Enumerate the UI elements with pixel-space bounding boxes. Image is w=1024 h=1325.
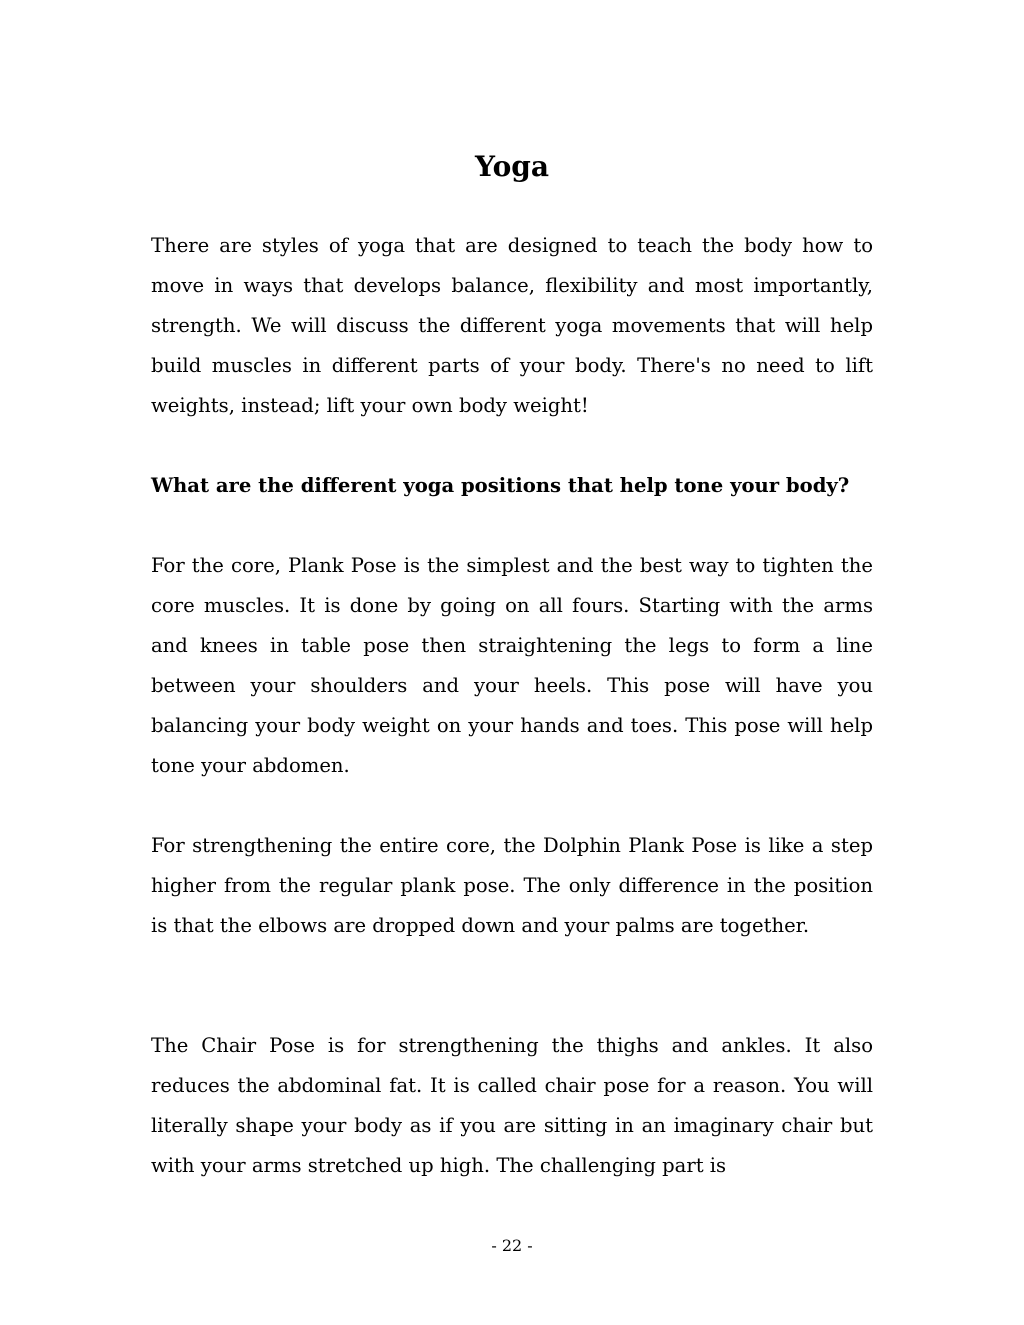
page-title: Yoga — [475, 150, 549, 183]
section-heading: What are the different yoga positions that help tone your body? — [151, 474, 850, 497]
intro-paragraph: There are styles of yoga that are designed to teach the body how to move in ways that develops balance, flexibility and most importantly, strength. We will discuss the different yoga movements that will help build muscles in different parts of your body. There's no need to lift weights, instead; lift your own body weight! — [151, 234, 873, 417]
plank-pose-paragraph: For the core, Plank Pose is the simplest and the best way to tighten the core muscles. It is done by going on all fours. Starting with the arms and knees in table pose then straightening the legs to form a line between your shoulders and your heels. This pose will have you balancing your body weight on your hands and toes. This pose will help tone your abdomen. — [151, 554, 873, 777]
page-number: - 22 - — [491, 1236, 533, 1255]
chair-pose-paragraph: The Chair Pose is for strengthening the thighs and ankles. It also reduces the abdominal fat. It is called chair pose for a reason. You will literally shape your body as if you are sitting in an imaginary chair but with your arms stretched up high. The challenging part is — [151, 1034, 873, 1177]
dolphin-plank-paragraph: For strengthening the entire core, the Dolphin Plank Pose is like a step higher from the regular plank pose. The only difference in the position is that the elbows are dropped down and your palms are together. — [151, 834, 873, 937]
